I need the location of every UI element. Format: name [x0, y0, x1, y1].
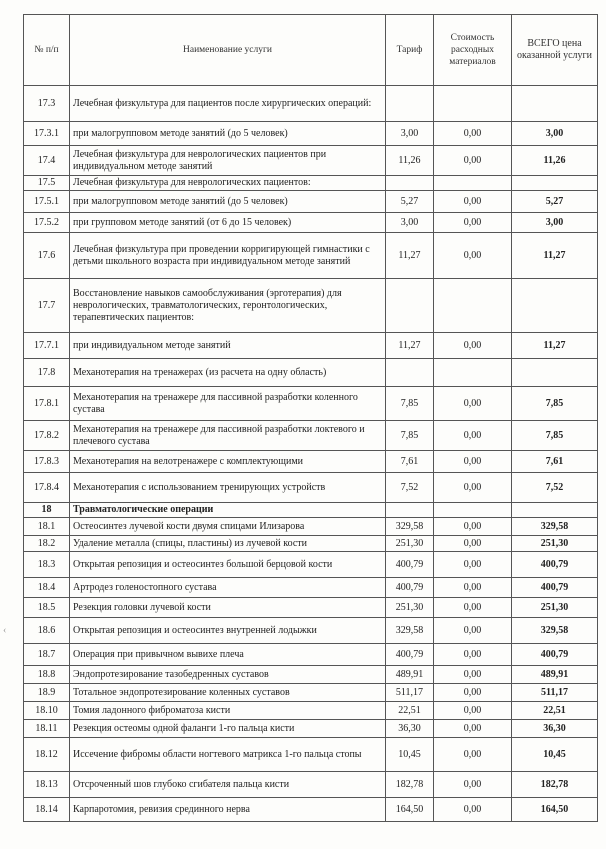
- tariff-value: 5,27: [386, 191, 434, 213]
- service-name: Лечебная физкультура для пациентов после хирургических операций:: [70, 86, 386, 122]
- tariff-value: 36,30: [386, 720, 434, 738]
- row-number: 17.5.1: [24, 191, 70, 213]
- table-row: [24, 578, 598, 598]
- tariff-value: 3,00: [386, 122, 434, 146]
- tariff-value: 489,91: [386, 666, 434, 684]
- total-price: 400,79: [512, 644, 598, 666]
- row-number: 17.8.2: [24, 421, 70, 451]
- row-number: 17.3.1: [24, 122, 70, 146]
- service-name: Эндопротезирование тазобедренных суставов: [70, 666, 386, 684]
- materials-cost: 0,00: [434, 618, 512, 644]
- service-name: Открытая репозиция и остеосинтез внутренней лодыжки: [70, 618, 386, 644]
- row-number: 18.12: [24, 738, 70, 772]
- total-price: 7,52: [512, 473, 598, 503]
- total-price: 11,26: [512, 146, 598, 176]
- tariff-value: 7,61: [386, 451, 434, 473]
- materials-cost: 0,00: [434, 738, 512, 772]
- tariff-value: 10,45: [386, 738, 434, 772]
- total-price: 251,30: [512, 598, 598, 618]
- service-name: Карпаротомия, ревизия срединного нерва: [70, 798, 386, 822]
- total-price: [512, 279, 598, 333]
- table-row: [24, 598, 598, 618]
- tariff-value: 11,27: [386, 233, 434, 279]
- materials-cost: 0,00: [434, 702, 512, 720]
- tariff-value: 7,85: [386, 421, 434, 451]
- total-price: 11,27: [512, 233, 598, 279]
- materials-cost: 0,00: [434, 536, 512, 552]
- total-price: 511,17: [512, 684, 598, 702]
- total-price: 489,91: [512, 666, 598, 684]
- price-list-sheet: [23, 14, 597, 822]
- materials-cost: 0,00: [434, 598, 512, 618]
- materials-cost: 0,00: [434, 213, 512, 233]
- materials-cost: 0,00: [434, 720, 512, 738]
- materials-cost: [434, 359, 512, 387]
- row-number: 18.5: [24, 598, 70, 618]
- materials-cost: 0,00: [434, 772, 512, 798]
- materials-cost: [434, 503, 512, 518]
- total-price: 251,30: [512, 536, 598, 552]
- tariff-value: [386, 279, 434, 333]
- row-number: 17.8.1: [24, 387, 70, 421]
- table-row: [24, 702, 598, 720]
- total-price: [512, 86, 598, 122]
- table-row: [24, 503, 598, 518]
- row-number: 18.10: [24, 702, 70, 720]
- total-price: [512, 359, 598, 387]
- table-row: [24, 213, 598, 233]
- total-price: 10,45: [512, 738, 598, 772]
- table-row: [24, 176, 598, 191]
- service-name: Томия ладонного фиброматоза кисти: [70, 702, 386, 720]
- total-price: 7,85: [512, 387, 598, 421]
- total-price: 400,79: [512, 552, 598, 578]
- service-name: Лечебная физкультура для неврологических пациентов:: [70, 176, 386, 191]
- service-name: Травматологические операции: [70, 503, 386, 518]
- table-row: [24, 552, 598, 578]
- tariff-value: 400,79: [386, 578, 434, 598]
- service-name: при малогрупповом методе занятий (до 5 человек): [70, 122, 386, 146]
- row-number: 18.14: [24, 798, 70, 822]
- header-materials: Стоимость расходных материалов: [434, 15, 512, 86]
- tariff-value: [386, 503, 434, 518]
- row-number: 18.1: [24, 518, 70, 536]
- total-price: 182,78: [512, 772, 598, 798]
- total-price: 22,51: [512, 702, 598, 720]
- service-name: Артродез голеностопного сустава: [70, 578, 386, 598]
- table-row: [24, 644, 598, 666]
- materials-cost: 0,00: [434, 387, 512, 421]
- table-row: [24, 86, 598, 122]
- table-row: [24, 518, 598, 536]
- row-number: 18.2: [24, 536, 70, 552]
- materials-cost: 0,00: [434, 552, 512, 578]
- row-number: 18.9: [24, 684, 70, 702]
- service-name: Резекция остеомы одной фаланги 1-го пальца кисти: [70, 720, 386, 738]
- materials-cost: 0,00: [434, 473, 512, 503]
- service-name: Механотерапия с использованием тренирующих устройств: [70, 473, 386, 503]
- table-row: [24, 359, 598, 387]
- services-table: [23, 14, 598, 822]
- materials-cost: 0,00: [434, 333, 512, 359]
- header-num: № п/п: [24, 15, 70, 86]
- row-number: 18.4: [24, 578, 70, 598]
- service-name: при индивидуальном методе занятий: [70, 333, 386, 359]
- table-row: [24, 798, 598, 822]
- materials-cost: 0,00: [434, 191, 512, 213]
- row-number: 17.4: [24, 146, 70, 176]
- row-number: 18.13: [24, 772, 70, 798]
- row-number: 17.5: [24, 176, 70, 191]
- table-row: [24, 333, 598, 359]
- service-name: Механотерапия на тренажере для пассивной разработки коленного сустава: [70, 387, 386, 421]
- materials-cost: 0,00: [434, 578, 512, 598]
- tariff-value: 400,79: [386, 552, 434, 578]
- total-price: 329,58: [512, 518, 598, 536]
- table-row: [24, 666, 598, 684]
- total-price: 3,00: [512, 122, 598, 146]
- table-header-row: [24, 15, 598, 86]
- materials-cost: 0,00: [434, 666, 512, 684]
- service-name: при групповом методе занятий (от 6 до 15 человек): [70, 213, 386, 233]
- table-row: [24, 122, 598, 146]
- service-name: Лечебная физкультура при проведении корригирующей гимнастики с детьми школьного возраста при индивидуальном методе занятий: [70, 233, 386, 279]
- tariff-value: 511,17: [386, 684, 434, 702]
- header-name: Наименование услуги: [70, 15, 386, 86]
- tariff-value: 329,58: [386, 618, 434, 644]
- table-body: [24, 86, 598, 822]
- table-row: [24, 421, 598, 451]
- tariff-value: 11,27: [386, 333, 434, 359]
- materials-cost: 0,00: [434, 146, 512, 176]
- row-number: 18.11: [24, 720, 70, 738]
- materials-cost: 0,00: [434, 644, 512, 666]
- tariff-value: 22,51: [386, 702, 434, 720]
- row-number: 17.5.2: [24, 213, 70, 233]
- tariff-value: 329,58: [386, 518, 434, 536]
- row-number: 17.8: [24, 359, 70, 387]
- service-name: Отсроченный шов глубоко сгибателя пальца кисти: [70, 772, 386, 798]
- row-number: 18: [24, 503, 70, 518]
- row-number: 17.8.3: [24, 451, 70, 473]
- service-name: Механотерапия на тренажере для пассивной разработки локтевого и плечевого сустава: [70, 421, 386, 451]
- table-row: [24, 618, 598, 644]
- service-name: Открытая репозиция и остеосинтез большой берцовой кости: [70, 552, 386, 578]
- service-name: Операция при привычном вывихе плеча: [70, 644, 386, 666]
- table-row: [24, 536, 598, 552]
- materials-cost: 0,00: [434, 518, 512, 536]
- tariff-value: 400,79: [386, 644, 434, 666]
- row-number: 18.7: [24, 644, 70, 666]
- row-number: 17.3: [24, 86, 70, 122]
- tariff-value: [386, 86, 434, 122]
- tariff-value: [386, 176, 434, 191]
- total-price: [512, 176, 598, 191]
- service-name: Восстановление навыков самообслуживания (эрготерапия) для неврологических, травматологических, геронтологических, терапевтических пациентов:: [70, 279, 386, 333]
- total-price: [512, 503, 598, 518]
- total-price: 329,58: [512, 618, 598, 644]
- total-price: 5,27: [512, 191, 598, 213]
- table-row: [24, 738, 598, 772]
- materials-cost: 0,00: [434, 122, 512, 146]
- table-row: [24, 146, 598, 176]
- materials-cost: 0,00: [434, 233, 512, 279]
- row-number: 17.6: [24, 233, 70, 279]
- table-row: [24, 473, 598, 503]
- service-name: Иссечение фибромы области ногтевого матрикса 1-го пальца стопы: [70, 738, 386, 772]
- row-number: 17.7: [24, 279, 70, 333]
- table-row: [24, 279, 598, 333]
- service-name: Резекция головки лучевой кости: [70, 598, 386, 618]
- table-row: [24, 233, 598, 279]
- tariff-value: 251,30: [386, 598, 434, 618]
- table-row: [24, 451, 598, 473]
- tariff-value: 182,78: [386, 772, 434, 798]
- tariff-value: [386, 359, 434, 387]
- total-price: 3,00: [512, 213, 598, 233]
- row-number: 17.7.1: [24, 333, 70, 359]
- materials-cost: 0,00: [434, 421, 512, 451]
- service-name: Тотальное эндопротезирование коленных суставов: [70, 684, 386, 702]
- header-total: ВСЕГО цена оказанной услуги: [512, 15, 598, 86]
- materials-cost: [434, 86, 512, 122]
- service-name: Удаление металла (спицы, пластины) из лучевой кости: [70, 536, 386, 552]
- table-row: [24, 684, 598, 702]
- row-number: 17.8.4: [24, 473, 70, 503]
- service-name: Механотерапия на тренажерах (из расчета на одну область): [70, 359, 386, 387]
- total-price: 11,27: [512, 333, 598, 359]
- tariff-value: 251,30: [386, 536, 434, 552]
- table-row: [24, 720, 598, 738]
- materials-cost: [434, 279, 512, 333]
- service-name: Остеосинтез лучевой кости двумя спицами Илизарова: [70, 518, 386, 536]
- total-price: 164,50: [512, 798, 598, 822]
- materials-cost: 0,00: [434, 684, 512, 702]
- service-name: Механотерапия на велотренажере с комплектующими: [70, 451, 386, 473]
- total-price: 400,79: [512, 578, 598, 598]
- total-price: 36,30: [512, 720, 598, 738]
- total-price: 7,85: [512, 421, 598, 451]
- row-number: 18.8: [24, 666, 70, 684]
- service-name: при малогрупповом методе занятий (до 5 человек): [70, 191, 386, 213]
- table-row: [24, 772, 598, 798]
- materials-cost: 0,00: [434, 451, 512, 473]
- row-number: 18.3: [24, 552, 70, 578]
- total-price: 7,61: [512, 451, 598, 473]
- materials-cost: 0,00: [434, 798, 512, 822]
- row-number: 18.6: [24, 618, 70, 644]
- tariff-value: 11,26: [386, 146, 434, 176]
- table-row: [24, 191, 598, 213]
- margin-mark: ‹: [3, 625, 7, 636]
- service-name: Лечебная физкультура для неврологических пациентов при индивидуальном методе занятий: [70, 146, 386, 176]
- table-row: [24, 387, 598, 421]
- tariff-value: 164,50: [386, 798, 434, 822]
- tariff-value: 3,00: [386, 213, 434, 233]
- materials-cost: [434, 176, 512, 191]
- header-tariff: Тариф: [386, 15, 434, 86]
- tariff-value: 7,52: [386, 473, 434, 503]
- tariff-value: 7,85: [386, 387, 434, 421]
